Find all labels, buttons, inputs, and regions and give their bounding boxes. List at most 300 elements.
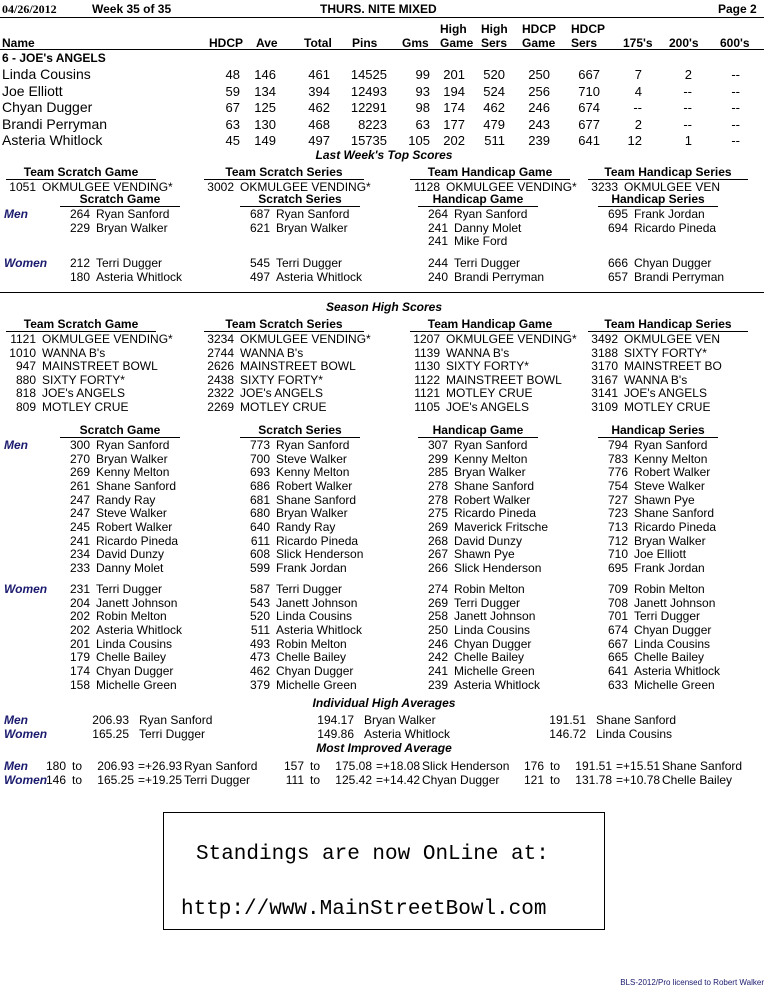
season-women-score: 274: [427, 582, 448, 596]
last-week-men-name: Ryan Sanford: [276, 207, 350, 221]
league-name: THURS. NITE MIXED: [320, 2, 437, 16]
bowler-c600: --: [731, 67, 740, 82]
season-women-score: 379: [249, 677, 270, 692]
season-women-score: 258: [427, 609, 448, 624]
season-team-name: SIXTY FORTY*: [446, 359, 529, 374]
season-men-score: 234: [69, 547, 90, 562]
bowler-hg: 201: [443, 67, 465, 82]
season-team-score: 2626: [207, 359, 234, 374]
bowler-pins: 15735: [350, 133, 387, 148]
season-men-name: Joe Elliott: [634, 547, 687, 562]
season-men-name: Ricardo Pineda: [96, 533, 179, 548]
season-women-score: 242: [427, 650, 448, 665]
bowler-c175: 4: [634, 83, 642, 99]
season-team-name: OKMULGEE VEN: [624, 332, 721, 346]
season-men-score: 300: [69, 438, 90, 452]
season-women-score: 202: [69, 622, 90, 637]
season-team-score: 1139: [414, 345, 440, 360]
season-team-score: 3234: [207, 332, 234, 346]
bowler-hds: 674: [578, 100, 600, 115]
bowler-ave: 134: [254, 83, 276, 99]
season-team-score: 2438: [207, 372, 234, 387]
last-week-title: Last Week's Top Scores: [315, 148, 453, 162]
season-women-name: Janett Johnson: [276, 595, 358, 610]
season-women-score: 520: [249, 609, 270, 624]
season-team-score: 880: [15, 372, 36, 387]
season-women-score: 231: [69, 582, 90, 596]
season-men-score: 773: [249, 438, 270, 452]
season-team-name: MOTLEY CRUE: [624, 400, 711, 414]
bowler-c200: --: [683, 83, 692, 99]
last-week-women-score: 657: [607, 269, 628, 284]
bowler-total: 461: [308, 67, 330, 82]
improved-name: Slick Henderson: [422, 759, 510, 773]
season-women-name: Chelle Bailey: [454, 650, 525, 665]
column-header-hdcp_sers-top: HDCP: [571, 22, 606, 36]
last-week-men-name: Ryan Sanford: [454, 207, 528, 221]
season-team-score: 1121: [10, 332, 36, 346]
last-week-women-score: 545: [249, 256, 270, 270]
season-men-name: Bryan Walker: [96, 451, 168, 466]
last-week-men-score: 241: [427, 220, 448, 235]
bowler-hg: 202: [443, 133, 465, 148]
average-value: 149.86: [317, 727, 354, 741]
season-men-score: 681: [249, 492, 270, 507]
season-title: Season High Scores: [325, 300, 443, 314]
bowler-gms: 93: [415, 83, 430, 99]
last-week-men-name: Ricardo Pineda: [634, 220, 717, 235]
season-team-name: WANNA B's: [42, 345, 106, 360]
last-week-men-name: Ryan Sanford: [96, 207, 170, 221]
season-men-name: Frank Jordan: [634, 560, 705, 575]
improved-name: Chyan Dugger: [422, 773, 500, 787]
improved-start: 111: [285, 773, 304, 787]
season-women-name: Michelle Green: [454, 663, 535, 678]
bowler-hdg: 246: [528, 100, 550, 115]
improved-diff: =+15.51: [616, 759, 661, 773]
season-men-name: David Dunzy: [96, 547, 165, 562]
season-men-name: Shane Sanford: [96, 478, 177, 493]
season-women-score: 241: [427, 663, 448, 678]
season-men-score: 275: [427, 506, 448, 521]
last-week-team-score: 1128: [414, 180, 440, 194]
bowler-ave: 149: [254, 133, 276, 148]
bowler-ave: 130: [254, 116, 276, 132]
improved-name: Chelle Bailey: [662, 773, 733, 787]
season-team-name: OKMULGEE VENDING*: [42, 332, 173, 346]
improved-end: 131.78: [575, 773, 612, 787]
bowler-gms: 63: [415, 116, 430, 132]
season-men-name: Slick Henderson: [454, 560, 542, 575]
season-team-score: 1122: [414, 372, 440, 387]
improved-diff: =+18.08: [376, 759, 421, 773]
last-week-men-name: Bryan Walker: [96, 220, 168, 235]
average-name: Shane Sanford: [596, 713, 677, 727]
season-men-name: Steve Walker: [96, 506, 167, 521]
season-men-name: Robert Walker: [276, 478, 353, 493]
bowler-hs: 479: [483, 116, 505, 132]
season-women-name: Michelle Green: [634, 677, 715, 692]
season-women-name: Robin Melton: [634, 582, 705, 596]
season-team-score: 947: [15, 359, 36, 374]
last-week-team-heading: Team Handicap Game: [410, 166, 570, 180]
men-label: Men: [4, 759, 28, 773]
bowler-hdg: 250: [528, 67, 550, 82]
bowler-hs: 511: [484, 133, 505, 148]
bowler-c600: --: [731, 83, 740, 99]
season-men-score: 693: [249, 465, 270, 480]
improved-title: Most Improved Average: [316, 741, 452, 755]
last-week-team-score: 3233: [591, 180, 618, 194]
season-men-score: 247: [69, 506, 90, 521]
season-men-name: Ryan Sanford: [96, 438, 170, 452]
bowler-hds: 641: [578, 133, 600, 148]
season-team-score: 3492: [591, 332, 618, 346]
last-week-women-score: 244: [427, 256, 448, 270]
average-name: Bryan Walker: [364, 713, 436, 727]
season-men-score: 776: [607, 465, 628, 480]
average-name: Asteria Whitlock: [364, 727, 451, 741]
season-women-score: 701: [607, 609, 628, 624]
improved-name: Ryan Sanford: [184, 759, 258, 773]
season-ind-heading: Handicap Game: [418, 424, 538, 438]
season-team-name: OKMULGEE VENDING*: [240, 332, 371, 346]
season-women-name: Linda Cousins: [454, 622, 531, 637]
season-team-name: MOTLEY CRUE: [240, 400, 327, 414]
women-label: Women: [4, 727, 48, 741]
bowler-pins: 8223: [358, 116, 387, 132]
bowler-c600: --: [731, 116, 740, 132]
bowler-c200: --: [683, 100, 692, 115]
last-week-women-name: Terri Dugger: [276, 256, 343, 270]
bowler-total: 394: [308, 83, 330, 99]
bowler-hs: 462: [483, 100, 505, 115]
bowler-ave: 125: [254, 100, 276, 115]
improved-start: 180: [45, 759, 66, 773]
season-team-name: OKMULGEE VENDING*: [446, 332, 577, 346]
improved-start: 146: [45, 773, 66, 787]
section-rule: [0, 292, 764, 293]
bowler-pins: 12493: [350, 83, 387, 99]
season-men-name: Shane Sanford: [276, 492, 357, 507]
season-men-score: 270: [69, 451, 90, 466]
season-women-score: 204: [69, 595, 90, 610]
season-men-name: Shawn Pye: [454, 547, 515, 562]
season-team-score: 1121: [414, 386, 440, 401]
season-women-score: 633: [607, 677, 628, 692]
season-women-score: 250: [427, 622, 448, 637]
column-header-hdcp_game-top: HDCP: [522, 22, 557, 36]
season-women-name: Chyan Dugger: [96, 663, 174, 678]
season-women-name: Janett Johnson: [454, 609, 536, 624]
last-week-ind-heading: Scratch Game: [60, 193, 180, 207]
season-women-name: Robin Melton: [454, 582, 525, 596]
season-men-score: 713: [607, 519, 628, 534]
season-men-name: Ricardo Pineda: [454, 506, 537, 521]
improved-to: to: [72, 773, 83, 787]
last-week-women-name: Asteria Whitlock: [276, 269, 363, 284]
men-label: Men: [4, 207, 28, 221]
men-label: Men: [4, 713, 28, 727]
season-team-name: MOTLEY CRUE: [446, 386, 533, 401]
average-name: Terri Dugger: [139, 727, 206, 741]
season-team-name: MAINSTREET BOWL: [240, 359, 356, 374]
season-ind-heading: Handicap Series: [598, 424, 718, 438]
last-week-team-score: 3002: [207, 180, 234, 194]
season-team-name: SIXTY FORTY*: [240, 372, 323, 387]
season-men-name: Ricardo Pineda: [276, 533, 359, 548]
season-men-score: 278: [427, 478, 448, 493]
website-link[interactable]: http://www.MainStreetBowl.com: [181, 898, 547, 921]
bowler-c200: --: [683, 116, 692, 132]
season-men-score: 695: [607, 560, 628, 575]
last-week-men-score: 687: [249, 207, 270, 221]
improved-to: to: [550, 759, 561, 773]
season-men-name: Bryan Walker: [634, 533, 706, 548]
column-header-c175: 175's: [623, 36, 653, 50]
improved-start: 157: [283, 759, 304, 773]
season-team-score: 1130: [414, 359, 440, 374]
column-header-high_sers-top: High: [481, 22, 508, 36]
season-team-score: 3188: [591, 345, 618, 360]
season-women-name: Chyan Dugger: [276, 663, 354, 678]
average-value: 194.17: [317, 713, 354, 727]
season-team-heading: Team Scratch Game: [6, 318, 156, 332]
season-men-name: Bryan Walker: [454, 465, 526, 480]
season-women-name: Michelle Green: [96, 677, 177, 692]
last-week-women-name: Brandi Perryman: [454, 269, 545, 284]
season-men-name: Shane Sanford: [634, 506, 715, 521]
last-week-women-name: Asteria Whitlock: [96, 269, 183, 284]
season-women-name: Terri Dugger: [634, 609, 701, 624]
improved-end: 175.08: [335, 759, 372, 773]
bowler-hdcp: 63: [225, 116, 240, 132]
season-women-name: Asteria Whitlock: [634, 663, 721, 678]
season-team-score: 3170: [591, 359, 618, 374]
column-header-gms: Gms: [402, 36, 429, 50]
bowler-name: Linda Cousins: [2, 66, 91, 82]
last-week-team-name: OKMULGEE VEN: [624, 180, 721, 194]
last-week-ind-heading: Handicap Series: [598, 193, 718, 207]
last-week-ind-heading: Scratch Series: [240, 193, 360, 207]
column-header-c200: 200's: [669, 36, 699, 50]
season-team-name: SIXTY FORTY*: [624, 345, 707, 360]
season-women-score: 665: [607, 650, 628, 665]
improved-end: 125.42: [335, 773, 372, 787]
season-team-score: 2269: [207, 400, 234, 414]
season-men-score: 261: [69, 478, 90, 493]
season-men-name: Slick Henderson: [276, 547, 364, 562]
last-week-men-score: 695: [607, 207, 628, 221]
license-footer: BLS-2012/Pro licensed to Robert Walker: [620, 978, 764, 987]
season-men-name: Ricardo Pineda: [634, 519, 717, 534]
bowler-hds: 710: [578, 83, 600, 99]
season-men-score: 267: [427, 547, 448, 562]
bowler-c175: 7: [634, 67, 642, 82]
season-men-name: Shane Sanford: [454, 478, 535, 493]
season-women-score: 239: [427, 677, 448, 692]
season-men-score: 754: [607, 478, 628, 493]
season-men-name: Danny Molet: [96, 560, 164, 575]
averages-title: Individual High Averages: [312, 696, 456, 710]
improved-diff: =+10.78: [616, 773, 661, 787]
season-men-name: Steve Walker: [634, 478, 705, 493]
season-women-score: 179: [69, 650, 90, 665]
bowler-hds: 667: [578, 67, 600, 82]
season-men-score: 266: [427, 560, 448, 575]
bowler-hdcp: 45: [225, 133, 240, 148]
season-women-name: Linda Cousins: [634, 636, 711, 651]
season-men-name: Ryan Sanford: [276, 438, 350, 452]
season-men-name: Kenny Melton: [634, 451, 708, 466]
last-week-team-name: OKMULGEE VENDING*: [446, 180, 577, 194]
bowler-hdg: 243: [528, 116, 550, 132]
bowler-hdg: 256: [528, 83, 550, 99]
season-women-score: 269: [427, 595, 448, 610]
last-week-women-name: Terri Dugger: [96, 256, 163, 270]
season-team-score: 809: [15, 400, 36, 414]
season-men-name: Kenny Melton: [276, 465, 350, 480]
season-team-score: 3141: [591, 386, 618, 401]
season-women-name: Robin Melton: [276, 636, 347, 651]
bowler-hdcp: 59: [225, 83, 240, 99]
bowler-hs: 520: [483, 67, 505, 82]
improved-to: to: [72, 759, 83, 773]
women-label: Women: [4, 773, 48, 787]
last-week-men-score: 241: [427, 234, 448, 249]
season-women-name: Chelle Bailey: [96, 650, 167, 665]
page-number: Page 2: [718, 2, 757, 16]
bowler-name: Asteria Whitlock: [2, 132, 103, 148]
season-men-score: 723: [607, 506, 628, 521]
column-header-total: Total: [304, 36, 332, 50]
bowler-c175: --: [633, 100, 642, 115]
season-men-score: 245: [69, 519, 90, 534]
season-men-name: Randy Ray: [276, 519, 336, 534]
bowler-hdcp: 67: [225, 100, 240, 115]
season-team-name: MAINSTREET BOWL: [446, 372, 562, 387]
season-men-name: Kenny Melton: [96, 465, 170, 480]
season-women-score: 473: [249, 650, 270, 665]
last-week-team-name: OKMULGEE VENDING*: [42, 180, 173, 194]
improved-end: 165.25: [97, 773, 134, 787]
season-women-name: Chelle Bailey: [634, 650, 705, 665]
bowler-total: 497: [308, 133, 330, 148]
bowler-hdcp: 48: [225, 67, 240, 82]
women-label: Women: [4, 582, 48, 596]
column-header-hdcp_game-bottom: Game: [522, 36, 556, 50]
improved-to: to: [310, 759, 321, 773]
team-title: 6 - JOE's ANGELS: [2, 51, 106, 65]
bowler-hg: 174: [443, 100, 465, 115]
column-header-hdcp: HDCP: [209, 36, 244, 50]
season-women-name: Asteria Whitlock: [276, 622, 363, 637]
season-women-score: 202: [69, 609, 90, 624]
season-men-score: 794: [607, 438, 628, 452]
last-week-team-heading: Team Scratch Series: [204, 166, 364, 180]
improved-start: 176: [523, 759, 544, 773]
report-date: 04/26/2012: [2, 2, 57, 16]
bowler-c200: 2: [684, 67, 692, 82]
last-week-men-score: 229: [69, 220, 90, 235]
season-men-score: 783: [607, 451, 628, 466]
season-men-score: 710: [607, 547, 628, 562]
improved-end: 206.93: [97, 759, 134, 773]
average-name: Ryan Sanford: [139, 713, 213, 727]
season-men-score: 608: [249, 547, 270, 562]
season-team-score: 2744: [207, 345, 234, 360]
season-women-score: 158: [69, 677, 90, 692]
last-week-team-heading: Team Handicap Series: [588, 166, 748, 180]
column-header-pins: Pins: [352, 36, 378, 50]
bowler-c600: --: [731, 100, 740, 115]
average-value: 165.25: [92, 727, 129, 741]
season-team-heading: Team Handicap Game: [410, 318, 570, 332]
season-team-name: JOE's ANGELS: [42, 386, 125, 401]
season-women-score: 174: [69, 663, 90, 678]
last-week-men-name: Frank Jordan: [634, 207, 705, 221]
season-men-score: 599: [249, 560, 270, 575]
average-value: 206.93: [92, 713, 129, 727]
improved-diff: =+14.42: [376, 773, 421, 787]
last-week-women-score: 180: [69, 269, 90, 284]
bowler-ave: 146: [254, 67, 276, 82]
season-team-score: 1010: [9, 345, 36, 360]
season-team-score: 2322: [207, 386, 234, 401]
season-women-name: Janett Johnson: [634, 595, 716, 610]
season-men-name: Ryan Sanford: [454, 438, 528, 452]
last-week-women-score: 666: [607, 256, 628, 270]
header-rule: [0, 17, 764, 18]
column-header-ave: Ave: [256, 36, 278, 50]
season-team-name: MAINSTREET BO: [624, 359, 722, 374]
last-week-men-name: Mike Ford: [454, 234, 508, 249]
season-women-score: 674: [607, 622, 628, 637]
improved-to: to: [310, 773, 321, 787]
bowler-hg: 194: [443, 83, 465, 99]
season-women-score: 201: [69, 636, 90, 651]
bowler-gms: 98: [415, 100, 430, 115]
season-men-score: 269: [427, 519, 448, 534]
improved-diff: =+19.25: [138, 773, 183, 787]
season-women-score: 493: [249, 636, 270, 651]
season-men-name: Robert Walker: [96, 519, 173, 534]
season-team-score: 3167: [591, 372, 618, 387]
average-value: 191.51: [549, 713, 586, 727]
bowler-hds: 677: [578, 116, 600, 132]
season-team-name: JOE's ANGELS: [240, 386, 323, 401]
season-men-score: 233: [69, 560, 90, 575]
season-team-name: WANNA B's: [446, 345, 510, 360]
season-team-name: JOE's ANGELS: [446, 400, 529, 414]
last-week-men-score: 264: [427, 207, 448, 221]
bowler-name: Chyan Dugger: [2, 99, 93, 115]
improved-diff: =+26.93: [138, 759, 183, 773]
season-men-name: Robert Walker: [634, 465, 711, 480]
season-women-name: Robin Melton: [96, 609, 167, 624]
season-team-name: MOTLEY CRUE: [42, 400, 129, 414]
online-notice-box: [163, 812, 605, 930]
season-women-name: Linda Cousins: [96, 636, 173, 651]
season-men-name: David Dunzy: [454, 533, 523, 548]
season-team-heading: Team Handicap Series: [588, 318, 748, 332]
improved-start: 121: [523, 773, 544, 787]
season-men-name: Randy Ray: [96, 492, 156, 507]
season-men-name: Shawn Pye: [634, 492, 695, 507]
season-women-score: 667: [607, 636, 628, 651]
bowler-gms: 105: [408, 133, 430, 148]
last-week-men-name: Danny Molet: [454, 220, 522, 235]
